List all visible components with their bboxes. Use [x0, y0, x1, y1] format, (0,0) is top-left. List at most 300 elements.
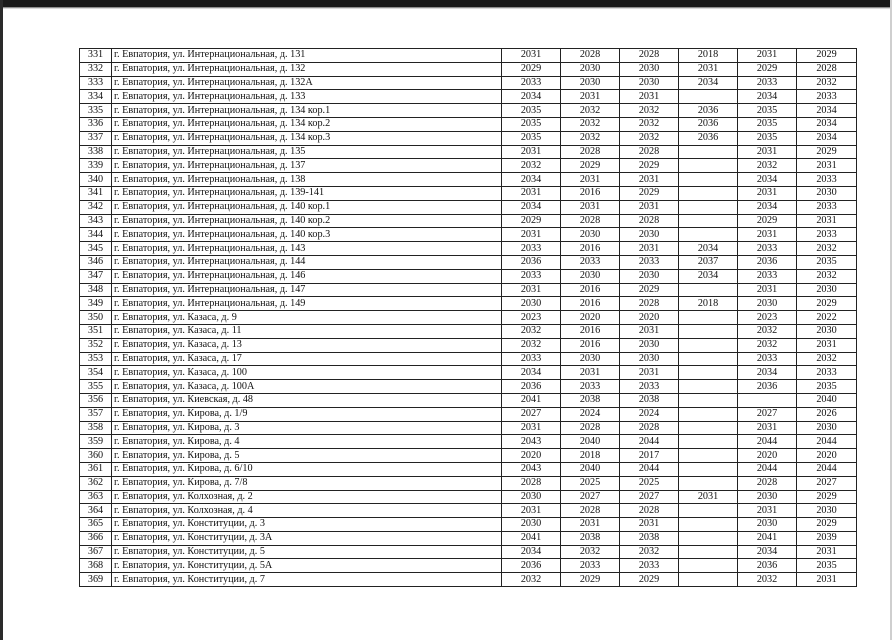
year-cell-6: 2039 — [797, 531, 857, 545]
year-cell-4 — [679, 214, 738, 228]
year-cell-5: 2035 — [738, 117, 797, 131]
year-cell-2: 2028 — [561, 145, 620, 159]
year-cell-2: 2038 — [561, 393, 620, 407]
table-row — [80, 559, 857, 573]
year-cell-5: 2036 — [738, 380, 797, 394]
year-cell-5: 2044 — [738, 462, 797, 476]
year-cell-3: 2025 — [620, 476, 679, 490]
year-cell-1: 2036 — [502, 559, 561, 573]
year-cell-1: 2031 — [502, 49, 561, 63]
year-cell-4 — [679, 366, 738, 380]
address-cell: г. Евпатория, ул. Казаса, д. 17 — [112, 352, 502, 366]
year-cell-1: 2033 — [502, 269, 561, 283]
row-number: 345 — [80, 242, 112, 256]
year-cell-4 — [679, 159, 738, 173]
row-number: 353 — [80, 352, 112, 366]
year-cell-1: 2027 — [502, 407, 561, 421]
year-cell-3: 2038 — [620, 531, 679, 545]
address-cell: г. Евпатория, ул. Казаса, д. 13 — [112, 338, 502, 352]
row-number: 332 — [80, 62, 112, 76]
year-cell-6: 2031 — [797, 573, 857, 587]
year-cell-3: 2038 — [620, 393, 679, 407]
row-number: 347 — [80, 269, 112, 283]
year-cell-2: 2032 — [561, 545, 620, 559]
year-cell-6: 2032 — [797, 269, 857, 283]
year-cell-2: 2016 — [561, 283, 620, 297]
row-number: 350 — [80, 311, 112, 325]
row-number: 343 — [80, 214, 112, 228]
year-cell-2: 2033 — [561, 559, 620, 573]
row-number: 352 — [80, 338, 112, 352]
year-cell-1: 2031 — [502, 283, 561, 297]
year-cell-1: 2041 — [502, 531, 561, 545]
year-cell-3: 2027 — [620, 490, 679, 504]
row-number: 338 — [80, 145, 112, 159]
year-cell-2: 2031 — [561, 90, 620, 104]
year-cell-3: 2030 — [620, 228, 679, 242]
year-cell-5: 2044 — [738, 435, 797, 449]
year-cell-1: 2034 — [502, 173, 561, 187]
year-cell-1: 2030 — [502, 490, 561, 504]
year-cell-2: 2038 — [561, 531, 620, 545]
address-cell: г. Евпатория, ул. Колхозная, д. 2 — [112, 490, 502, 504]
year-cell-4 — [679, 435, 738, 449]
housing-repair-schedule-table — [79, 48, 857, 587]
table-row — [80, 145, 857, 159]
address-cell: г. Евпатория, ул. Интернациональная, д. 135 — [112, 145, 502, 159]
year-cell-3: 2020 — [620, 311, 679, 325]
table-row — [80, 242, 857, 256]
row-number: 366 — [80, 531, 112, 545]
table-row — [80, 490, 857, 504]
year-cell-1: 2043 — [502, 462, 561, 476]
year-cell-3: 2029 — [620, 186, 679, 200]
year-cell-6: 2031 — [797, 545, 857, 559]
year-cell-6: 2044 — [797, 435, 857, 449]
year-cell-1: 2030 — [502, 297, 561, 311]
address-cell: г. Евпатория, ул. Интернациональная, д. 137 — [112, 159, 502, 173]
year-cell-5: 2032 — [738, 324, 797, 338]
year-cell-4: 2037 — [679, 255, 738, 269]
year-cell-4: 2031 — [679, 490, 738, 504]
table-row — [80, 159, 857, 173]
table-row — [80, 200, 857, 214]
table-row — [80, 435, 857, 449]
year-cell-5: 2031 — [738, 228, 797, 242]
year-cell-3: 2028 — [620, 297, 679, 311]
scan-edge-left — [0, 0, 3, 640]
row-number: 360 — [80, 449, 112, 463]
year-cell-1: 2033 — [502, 76, 561, 90]
year-cell-5: 2033 — [738, 76, 797, 90]
row-number: 368 — [80, 559, 112, 573]
year-cell-6: 2020 — [797, 449, 857, 463]
year-cell-3: 2031 — [620, 324, 679, 338]
year-cell-6: 2029 — [797, 297, 857, 311]
year-cell-4: 2034 — [679, 269, 738, 283]
year-cell-4: 2018 — [679, 297, 738, 311]
address-cell: г. Евпатория, ул. Конституции, д. 3А — [112, 531, 502, 545]
year-cell-1: 2030 — [502, 518, 561, 532]
row-number: 364 — [80, 504, 112, 518]
year-cell-1: 2036 — [502, 380, 561, 394]
address-cell: г. Евпатория, ул. Интернациональная, д. 140 кор.1 — [112, 200, 502, 214]
row-number: 354 — [80, 366, 112, 380]
year-cell-5: 2030 — [738, 518, 797, 532]
row-number: 356 — [80, 393, 112, 407]
year-cell-1: 2032 — [502, 338, 561, 352]
year-cell-5 — [738, 393, 797, 407]
address-cell: г. Евпатория, ул. Казаса, д. 100 — [112, 366, 502, 380]
address-cell: г. Евпатория, ул. Казаса, д. 11 — [112, 324, 502, 338]
year-cell-6: 2044 — [797, 462, 857, 476]
row-number: 341 — [80, 186, 112, 200]
year-cell-2: 2030 — [561, 269, 620, 283]
address-cell: г. Евпатория, ул. Конституции, д. 5А — [112, 559, 502, 573]
year-cell-4 — [679, 173, 738, 187]
address-cell: г. Евпатория, ул. Интернациональная, д. 140 кор.3 — [112, 228, 502, 242]
year-cell-6: 2029 — [797, 145, 857, 159]
table-row — [80, 269, 857, 283]
year-cell-1: 2033 — [502, 242, 561, 256]
table-row — [80, 476, 857, 490]
year-cell-6: 2030 — [797, 283, 857, 297]
year-cell-1: 2031 — [502, 186, 561, 200]
year-cell-4 — [679, 311, 738, 325]
year-cell-3: 2029 — [620, 283, 679, 297]
year-cell-6: 2033 — [797, 90, 857, 104]
address-cell: г. Евпатория, ул. Кирова, д. 1/9 — [112, 407, 502, 421]
year-cell-6: 2028 — [797, 62, 857, 76]
row-number: 369 — [80, 573, 112, 587]
address-cell: г. Евпатория, ул. Интернациональная, д. 134 кор.2 — [112, 117, 502, 131]
year-cell-3: 2033 — [620, 559, 679, 573]
year-cell-1: 2032 — [502, 159, 561, 173]
table-row — [80, 421, 857, 435]
year-cell-5: 2034 — [738, 545, 797, 559]
address-cell: г. Евпатория, ул. Кирова, д. 4 — [112, 435, 502, 449]
address-cell: г. Евпатория, ул. Интернациональная, д. 146 — [112, 269, 502, 283]
address-cell: г. Евпатория, ул. Интернациональная, д. 138 — [112, 173, 502, 187]
address-cell: г. Евпатория, ул. Интернациональная, д. 133 — [112, 90, 502, 104]
year-cell-4 — [679, 380, 738, 394]
table-row — [80, 76, 857, 90]
year-cell-4 — [679, 449, 738, 463]
year-cell-4 — [679, 228, 738, 242]
year-cell-2: 2028 — [561, 421, 620, 435]
row-number: 355 — [80, 380, 112, 394]
year-cell-6: 2033 — [797, 366, 857, 380]
year-cell-6: 2030 — [797, 324, 857, 338]
year-cell-6: 2030 — [797, 421, 857, 435]
row-number: 346 — [80, 255, 112, 269]
year-cell-2: 2030 — [561, 352, 620, 366]
year-cell-5: 2030 — [738, 490, 797, 504]
table-row — [80, 131, 857, 145]
year-cell-5: 2036 — [738, 559, 797, 573]
year-cell-4: 2036 — [679, 117, 738, 131]
year-cell-1: 2031 — [502, 145, 561, 159]
year-cell-2: 2032 — [561, 104, 620, 118]
address-cell: г. Евпатория, ул. Колхозная, д. 4 — [112, 504, 502, 518]
year-cell-6: 2032 — [797, 76, 857, 90]
year-cell-6: 2030 — [797, 504, 857, 518]
year-cell-2: 2031 — [561, 200, 620, 214]
row-number: 351 — [80, 324, 112, 338]
address-cell: г. Евпатория, ул. Кирова, д. 6/10 — [112, 462, 502, 476]
year-cell-2: 2025 — [561, 476, 620, 490]
year-cell-1: 2031 — [502, 504, 561, 518]
year-cell-5: 2036 — [738, 255, 797, 269]
year-cell-4 — [679, 476, 738, 490]
year-cell-5: 2034 — [738, 173, 797, 187]
table-row — [80, 545, 857, 559]
year-cell-3: 2028 — [620, 421, 679, 435]
year-cell-2: 2030 — [561, 62, 620, 76]
year-cell-3: 2031 — [620, 518, 679, 532]
year-cell-5: 2034 — [738, 366, 797, 380]
table-row — [80, 531, 857, 545]
row-number: 344 — [80, 228, 112, 242]
year-cell-5: 2028 — [738, 476, 797, 490]
row-number: 336 — [80, 117, 112, 131]
year-cell-1: 2033 — [502, 352, 561, 366]
table-row — [80, 117, 857, 131]
year-cell-3: 2032 — [620, 545, 679, 559]
year-cell-2: 2016 — [561, 242, 620, 256]
year-cell-2: 2032 — [561, 131, 620, 145]
year-cell-5: 2029 — [738, 214, 797, 228]
year-cell-6: 2034 — [797, 104, 857, 118]
year-cell-1: 2031 — [502, 421, 561, 435]
year-cell-6: 2029 — [797, 518, 857, 532]
table-row — [80, 90, 857, 104]
year-cell-2: 2040 — [561, 462, 620, 476]
row-number: 349 — [80, 297, 112, 311]
year-cell-5: 2031 — [738, 186, 797, 200]
year-cell-3: 2017 — [620, 449, 679, 463]
year-cell-4 — [679, 573, 738, 587]
year-cell-4 — [679, 283, 738, 297]
year-cell-2: 2020 — [561, 311, 620, 325]
table-row — [80, 214, 857, 228]
year-cell-6: 2032 — [797, 242, 857, 256]
year-cell-5: 2020 — [738, 449, 797, 463]
year-cell-5: 2032 — [738, 159, 797, 173]
year-cell-4: 2018 — [679, 49, 738, 63]
year-cell-6: 2027 — [797, 476, 857, 490]
year-cell-2: 2031 — [561, 173, 620, 187]
year-cell-4: 2036 — [679, 104, 738, 118]
table-row — [80, 366, 857, 380]
year-cell-6: 2033 — [797, 200, 857, 214]
year-cell-2: 2016 — [561, 297, 620, 311]
address-cell: г. Евпатория, ул. Конституции, д. 3 — [112, 518, 502, 532]
year-cell-5: 2031 — [738, 49, 797, 63]
year-cell-6: 2034 — [797, 117, 857, 131]
table-row — [80, 462, 857, 476]
row-number: 340 — [80, 173, 112, 187]
address-cell: г. Евпатория, ул. Кирова, д. 3 — [112, 421, 502, 435]
row-number: 363 — [80, 490, 112, 504]
year-cell-1: 2029 — [502, 214, 561, 228]
row-number: 333 — [80, 76, 112, 90]
address-cell: г. Евпатория, ул. Интернациональная, д. 131 — [112, 49, 502, 63]
year-cell-6: 2026 — [797, 407, 857, 421]
year-cell-3: 2030 — [620, 352, 679, 366]
year-cell-3: 2044 — [620, 462, 679, 476]
year-cell-3: 2030 — [620, 269, 679, 283]
year-cell-5: 2023 — [738, 311, 797, 325]
row-number: 359 — [80, 435, 112, 449]
address-cell: г. Евпатория, ул. Конституции, д. 5 — [112, 545, 502, 559]
year-cell-3: 2028 — [620, 214, 679, 228]
row-number: 362 — [80, 476, 112, 490]
year-cell-6: 2029 — [797, 490, 857, 504]
year-cell-1: 2032 — [502, 573, 561, 587]
table-row — [80, 311, 857, 325]
address-cell: г. Евпатория, ул. Интернациональная, д. 132 — [112, 62, 502, 76]
year-cell-2: 2016 — [561, 186, 620, 200]
year-cell-5: 2027 — [738, 407, 797, 421]
row-number: 342 — [80, 200, 112, 214]
year-cell-4 — [679, 393, 738, 407]
year-cell-3: 2028 — [620, 504, 679, 518]
year-cell-2: 2028 — [561, 504, 620, 518]
year-cell-4 — [679, 531, 738, 545]
year-cell-3: 2024 — [620, 407, 679, 421]
table-row — [80, 324, 857, 338]
address-cell: г. Евпатория, ул. Киевская, д. 48 — [112, 393, 502, 407]
row-number: 339 — [80, 159, 112, 173]
table-row — [80, 62, 857, 76]
row-number: 367 — [80, 545, 112, 559]
year-cell-4: 2034 — [679, 76, 738, 90]
year-cell-4: 2031 — [679, 62, 738, 76]
address-cell: г. Евпатория, ул. Интернациональная, д. 149 — [112, 297, 502, 311]
year-cell-5: 2034 — [738, 90, 797, 104]
year-cell-3: 2032 — [620, 117, 679, 131]
year-cell-6: 2035 — [797, 559, 857, 573]
table-row — [80, 255, 857, 269]
year-cell-2: 2029 — [561, 159, 620, 173]
year-cell-5: 2033 — [738, 269, 797, 283]
year-cell-1: 2035 — [502, 117, 561, 131]
year-cell-5: 2035 — [738, 104, 797, 118]
address-cell: г. Евпатория, ул. Интернациональная, д. 143 — [112, 242, 502, 256]
year-cell-3: 2033 — [620, 380, 679, 394]
table-row — [80, 407, 857, 421]
year-cell-1: 2036 — [502, 255, 561, 269]
year-cell-5: 2032 — [738, 338, 797, 352]
year-cell-4: 2036 — [679, 131, 738, 145]
table-row — [80, 186, 857, 200]
year-cell-4 — [679, 352, 738, 366]
table-row — [80, 380, 857, 394]
row-number: 335 — [80, 104, 112, 118]
year-cell-3: 2029 — [620, 573, 679, 587]
year-cell-5: 2031 — [738, 504, 797, 518]
year-cell-4 — [679, 145, 738, 159]
address-cell: г. Евпатория, ул. Интернациональная, д. 132А — [112, 76, 502, 90]
year-cell-6: 2022 — [797, 311, 857, 325]
table-row — [80, 352, 857, 366]
year-cell-4 — [679, 421, 738, 435]
year-cell-3: 2030 — [620, 338, 679, 352]
row-number: 357 — [80, 407, 112, 421]
year-cell-2: 2033 — [561, 380, 620, 394]
year-cell-5: 2031 — [738, 145, 797, 159]
year-cell-1: 2034 — [502, 545, 561, 559]
year-cell-3: 2032 — [620, 131, 679, 145]
year-cell-2: 2028 — [561, 49, 620, 63]
year-cell-3: 2028 — [620, 145, 679, 159]
year-cell-4 — [679, 324, 738, 338]
table-row — [80, 393, 857, 407]
year-cell-4: 2034 — [679, 242, 738, 256]
row-number: 334 — [80, 90, 112, 104]
year-cell-3: 2028 — [620, 49, 679, 63]
row-number: 365 — [80, 518, 112, 532]
year-cell-2: 2016 — [561, 338, 620, 352]
year-cell-4 — [679, 407, 738, 421]
year-cell-5: 2029 — [738, 62, 797, 76]
year-cell-1: 2023 — [502, 311, 561, 325]
year-cell-4 — [679, 90, 738, 104]
year-cell-6: 2033 — [797, 228, 857, 242]
year-cell-5: 2030 — [738, 297, 797, 311]
year-cell-2: 2030 — [561, 228, 620, 242]
year-cell-4 — [679, 545, 738, 559]
year-cell-6: 2034 — [797, 131, 857, 145]
row-number: 331 — [80, 49, 112, 63]
address-cell: г. Евпатория, ул. Казаса, д. 9 — [112, 311, 502, 325]
year-cell-1: 2041 — [502, 393, 561, 407]
table-row — [80, 49, 857, 63]
row-number: 361 — [80, 462, 112, 476]
address-cell: г. Евпатория, ул. Интернациональная, д. 140 кор.2 — [112, 214, 502, 228]
year-cell-6: 2040 — [797, 393, 857, 407]
year-cell-1: 2034 — [502, 90, 561, 104]
year-cell-3: 2031 — [620, 242, 679, 256]
year-cell-6: 2031 — [797, 159, 857, 173]
year-cell-1: 2035 — [502, 131, 561, 145]
year-cell-5: 2041 — [738, 531, 797, 545]
year-cell-3: 2031 — [620, 200, 679, 214]
year-cell-6: 2035 — [797, 380, 857, 394]
year-cell-4 — [679, 462, 738, 476]
year-cell-1: 2028 — [502, 476, 561, 490]
year-cell-5: 2031 — [738, 283, 797, 297]
table-row — [80, 283, 857, 297]
year-cell-4 — [679, 504, 738, 518]
table-row — [80, 518, 857, 532]
year-cell-5: 2031 — [738, 421, 797, 435]
row-number: 348 — [80, 283, 112, 297]
year-cell-3: 2044 — [620, 435, 679, 449]
year-cell-6: 2031 — [797, 214, 857, 228]
address-cell: г. Евпатория, ул. Кирова, д. 7/8 — [112, 476, 502, 490]
year-cell-6: 2031 — [797, 338, 857, 352]
table-row — [80, 228, 857, 242]
year-cell-5: 2033 — [738, 242, 797, 256]
table-row — [80, 297, 857, 311]
year-cell-2: 2027 — [561, 490, 620, 504]
address-cell: г. Евпатория, ул. Интернациональная, д. 144 — [112, 255, 502, 269]
year-cell-2: 2024 — [561, 407, 620, 421]
address-cell: г. Евпатория, ул. Конституции, д. 7 — [112, 573, 502, 587]
year-cell-6: 2029 — [797, 49, 857, 63]
